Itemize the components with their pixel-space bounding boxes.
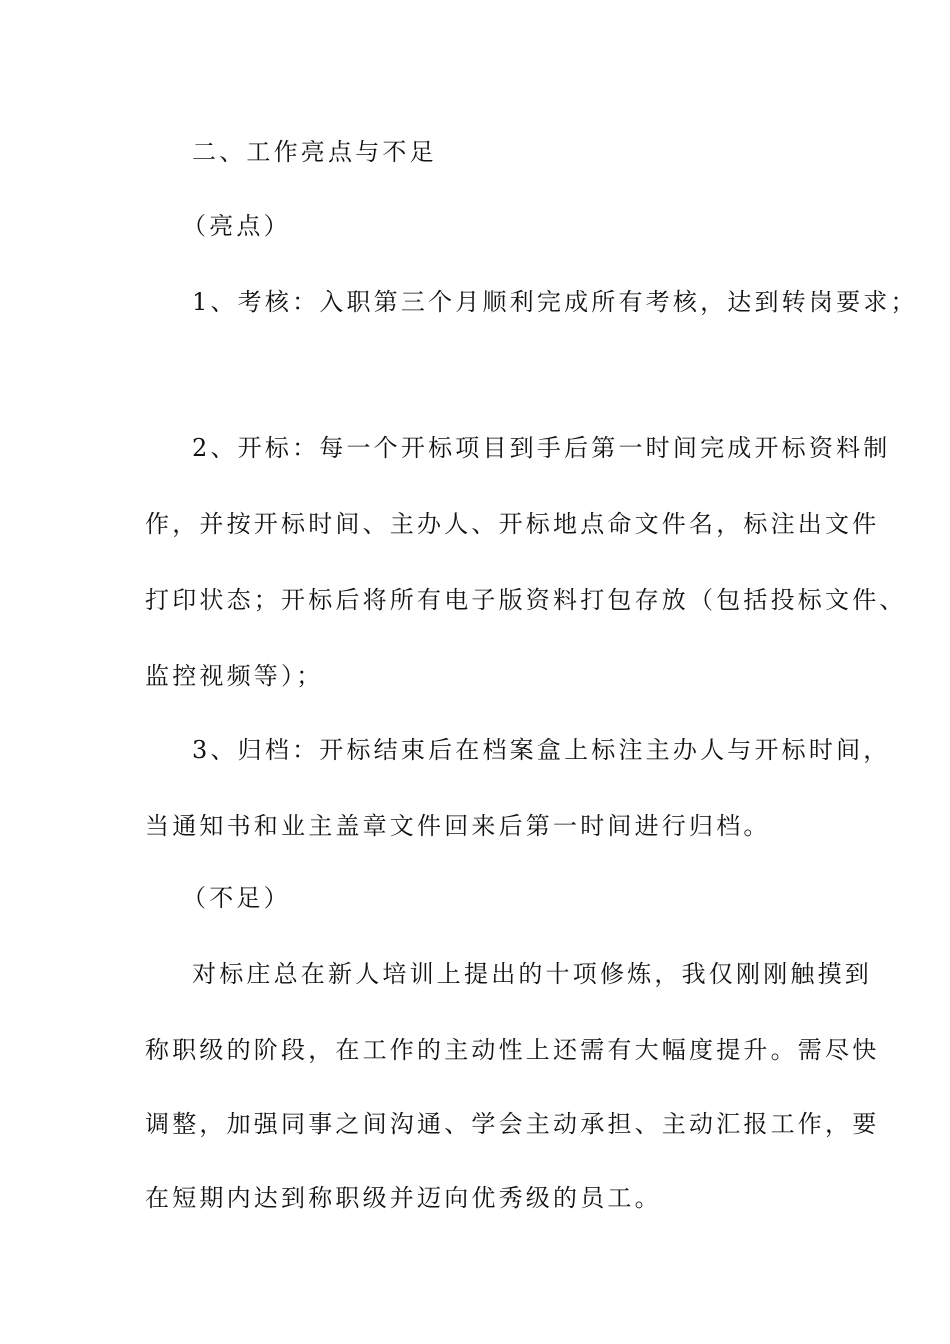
item-2-line-1: 2、开标：每一个开标项目到手后第一时间完成开标资料制 (192, 434, 891, 462)
item-2-line-3: 打印状态；开标后将所有电子版资料打包存放（包括投标文件、 (145, 586, 907, 614)
highlights-label: （亮点） (182, 212, 291, 240)
item-3-line-1: 3、归档：开标结束后在档案盒上标注主办人与开标时间， (192, 736, 891, 764)
shortcomings-line-3: 调整，加强同事之间沟通、学会主动承担、主动汇报工作，要 (145, 1110, 880, 1138)
shortcomings-label: （不足） (182, 884, 291, 912)
shortcomings-line-4: 在短期内达到称职级并迈向优秀级的员工。 (145, 1184, 662, 1212)
item-2-line-2: 作，并按开标时间、主办人、开标地点命文件名，标注出文件 (145, 510, 880, 538)
item-2-line-4: 监控视频等）； (145, 662, 324, 690)
item-3-line-2: 当通知书和业主盖章文件回来后第一时间进行归档。 (145, 812, 771, 840)
shortcomings-line-2: 称职级的阶段，在工作的主动性上还需有大幅度提升。需尽快 (145, 1036, 880, 1064)
item-1-text: 1、考核：入职第三个月顺利完成所有考核，达到转岗要求； (192, 288, 918, 316)
section-heading: 二、工作亮点与不足 (192, 138, 437, 166)
shortcomings-line-1: 对标庄总在新人培训上提出的十项修炼，我仅刚刚触摸到 (192, 960, 872, 988)
